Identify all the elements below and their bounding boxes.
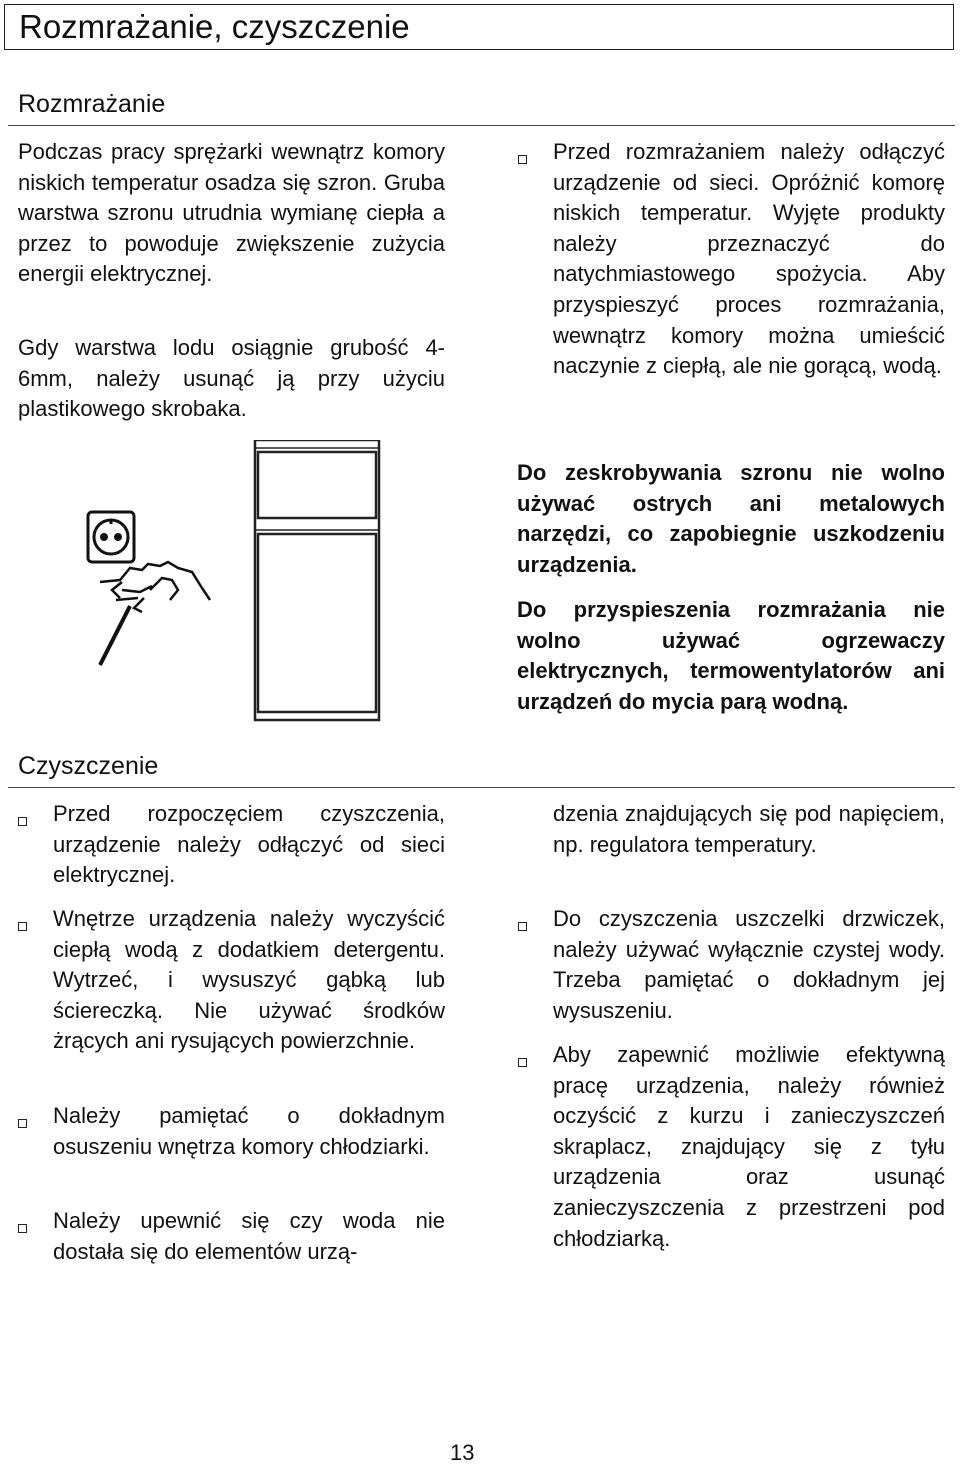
- defrost-warning-1: Do zeskrobywania szronu nie wolno używać ostrych ani metalowych narzędzi, co zapobiegnie uszkodzeniu urządzenia.: [517, 460, 945, 577]
- wall-socket-icon: [88, 512, 134, 562]
- cleaning-item-2: Wnętrze urządzenia należy wyczyścić ciepłą wodą z dodatkiem detergentu. Wytrzeć, i wysuszyć gąbką lub ściereczką. Nie używać środków żrących ani rysujących powierzchnie.: [53, 906, 445, 1054]
- defrost-bullet-1: Przed rozmrażaniem należy odłączyć urządzenie od sieci. Opróżnić komorę niskich temperatur. Wyjęte produkty należy przeznaczyć do natychmiastowego spożycia. Aby przyspieszyć proces rozmrażania, wewnątrz komory można umieścić naczynie z ciepłą, ale nie gorącą, wodą.: [553, 139, 945, 379]
- cleaning-rule: [8, 787, 955, 788]
- hand-plug-icon: [100, 562, 210, 665]
- cleaning-heading: Czyszczenie: [18, 752, 159, 780]
- defrost-para-2: Gdy warstwa lodu osiągnie grubość 4-6mm, należy usunąć ją przy użyciu plastikowego skrobaka.: [18, 335, 445, 422]
- defrost-para-1: Podczas pracy sprężarki wewnątrz komory niskich temperatur osadza się szron. Gruba warstwa szronu utrudnia wymianę ciepła a przez to powoduje zwiększenie zużycia energii elektrycznej.: [18, 139, 445, 287]
- fridge-icon: [255, 440, 379, 720]
- page-number: 13: [450, 1440, 475, 1465]
- defrost-heading: Rozmrażanie: [18, 90, 166, 118]
- defrost-rule: [8, 125, 955, 126]
- checkbox-bullet-icon: [18, 817, 27, 826]
- cleaning-item-4-part-1: Należy upewnić się czy woda nie dostała się do elementów urzą-: [53, 1208, 445, 1264]
- checkbox-bullet-icon: [518, 155, 527, 164]
- checkbox-bullet-icon: [518, 922, 527, 931]
- cleaning-item-6: Aby zapewnić możliwie efektywną pracę urządzenia, należy również oczyścić z kurzu i zanieczyszczeń skraplacz, znajdujący się z tyłu urządzenia oraz usunąć zanieczyszczenia z przestrzeni pod chłodziarką.: [553, 1042, 945, 1251]
- cleaning-item-4-part-2: dzenia znajdujących się pod napięciem, np. regulatora temperatury.: [553, 801, 945, 857]
- checkbox-bullet-icon: [518, 1058, 527, 1067]
- checkbox-bullet-icon: [18, 1119, 27, 1128]
- cleaning-item-1: Przed rozpoczęciem czyszczenia, urządzenie należy odłączyć od sieci elektrycznej.: [53, 801, 445, 888]
- page-title: Rozmrażanie, czyszczenie: [4, 4, 954, 50]
- unplug-fridge-illustration: [60, 440, 390, 725]
- defrost-warning-2: Do przyspieszenia rozmrażania nie wolno używać ogrzewaczy elektrycznych, termowentylatorów ani urządzeń do mycia parą wodną.: [517, 597, 945, 714]
- cleaning-item-3: Należy pamiętać o dokładnym osuszeniu wnętrza komory chłodziarki.: [53, 1103, 445, 1159]
- checkbox-bullet-icon: [18, 922, 27, 931]
- checkbox-bullet-icon: [18, 1224, 27, 1233]
- cleaning-item-5: Do czyszczenia uszczelki drzwiczek, należy używać wyłącznie czystej wody. Trzeba pamiętać o dokładnym jej wysuszeniu.: [553, 906, 945, 1023]
